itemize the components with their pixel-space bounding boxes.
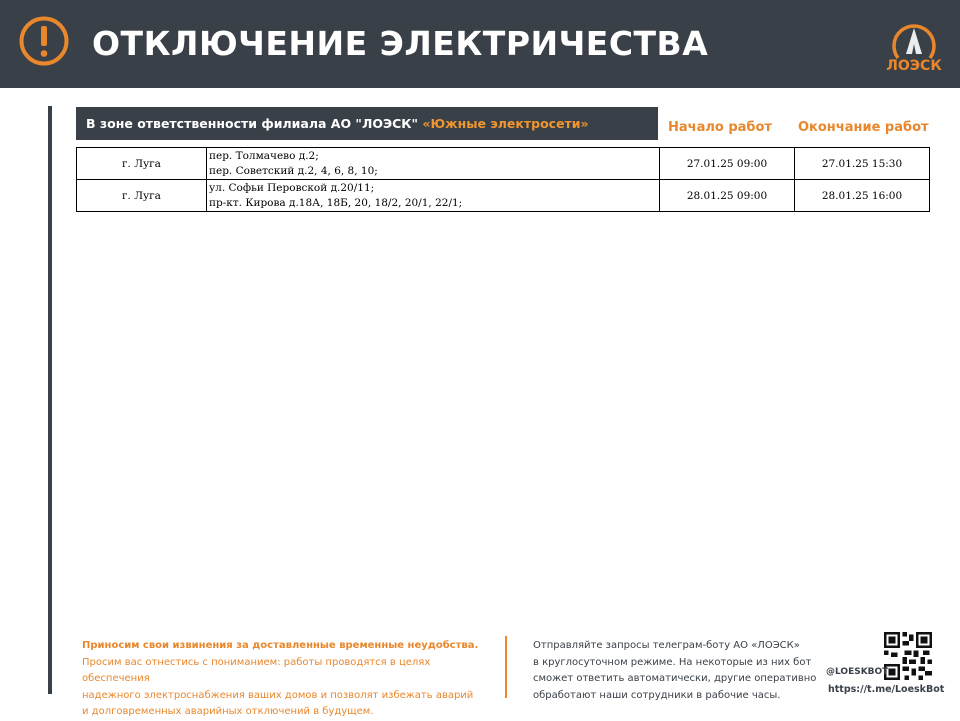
start-time-cell: 27.01.25 09:00	[660, 148, 795, 180]
bot-line: Отправляйте запросы телеграм-боту АО «ЛОЭСК»	[533, 640, 800, 651]
apology-line: Просим вас отнестись с пониманием: работы проводятся в целях обеспечения	[82, 656, 431, 684]
address-line: ул. Софьи Перовской д.20/11;	[209, 181, 375, 194]
start-time-cell: 28.01.25 09:00	[660, 180, 795, 212]
responsibility-zone-banner	[76, 107, 658, 140]
outage-table	[76, 147, 930, 212]
start-column-header: Начало работ	[668, 120, 772, 135]
city-cell: г. Луга	[77, 180, 207, 212]
bot-line: сможет ответить автоматически, другие оперативно	[533, 673, 817, 684]
zone-branch: «Южные электросети»	[422, 116, 589, 131]
end-column-header: Окончание работ	[798, 120, 929, 135]
apology-line: и долговременных аварийных отключений в будущем.	[82, 706, 374, 717]
page-title: ОТКЛЮЧЕНИЕ ЭЛЕКТРИЧЕСТВА	[92, 24, 709, 63]
header-bar	[0, 0, 960, 88]
apology-note	[82, 638, 492, 721]
exclamation-circle-icon	[18, 15, 70, 67]
end-time-cell: 27.01.25 15:30	[795, 148, 930, 180]
address-line: пер. Толмачево д.2;	[209, 149, 319, 162]
logo-text: ЛОЭСК	[886, 58, 942, 74]
address-cell	[207, 148, 660, 180]
bot-line: в круглосуточном режиме. На некоторые из них бот	[533, 656, 812, 668]
address-line: пер. Советский д.2, 4, 6, 8, 10;	[209, 164, 378, 177]
qr-code-icon[interactable]	[884, 632, 932, 680]
bot-handle: @LOESKBOT	[826, 667, 889, 677]
apology-line: надежного электроснабжения ваших домов и позволят избежать аварий	[82, 689, 474, 701]
bot-link[interactable]: https://t.me/LoeskBot	[828, 684, 945, 695]
apology-title: Приносим свои извинения за доставленные временные неудобства.	[82, 640, 479, 651]
address-cell	[207, 180, 660, 212]
bot-info	[533, 638, 818, 704]
table-row	[77, 180, 930, 212]
address-line: пр-кт. Кирова д.18А, 18Б, 20, 18/2, 20/1, 22/1;	[209, 196, 463, 209]
table-row	[77, 148, 930, 180]
left-divider	[48, 106, 52, 694]
end-time-cell: 28.01.25 16:00	[795, 180, 930, 212]
bot-line: обработают наши сотрудники в рабочие часы.	[533, 689, 781, 701]
city-cell: г. Луга	[77, 148, 207, 180]
zone-prefix: В зоне ответственности филиала АО "ЛОЭСК"	[86, 116, 419, 131]
footer-divider	[505, 636, 507, 698]
